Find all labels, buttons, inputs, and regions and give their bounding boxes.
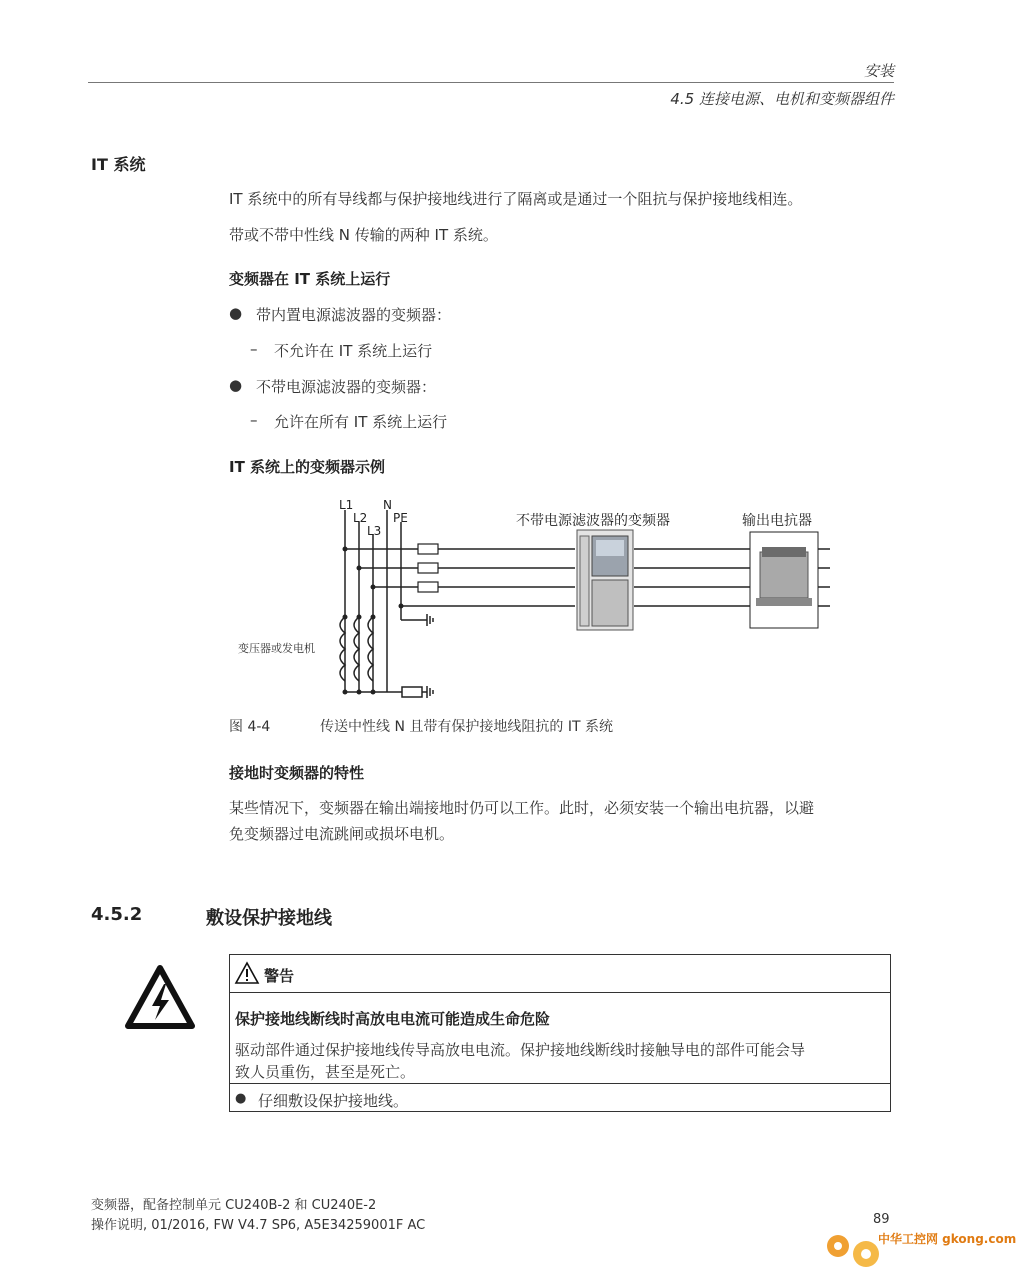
label-transformer: 变压器或发电机 <box>238 642 315 655</box>
header-section: 4.5 连接电源、电机和变频器组件 <box>670 90 894 108</box>
example-heading: IT 系统上的变频器示例 <box>229 458 386 476</box>
warning-header <box>230 955 890 993</box>
footer-line1: 变频器，配备控制单元 CU240B-2 和 CU240E-2 <box>91 1198 377 1213</box>
label-pe: PE <box>393 511 408 525</box>
dash-marker-1: – <box>250 340 258 358</box>
section-number: 4.5.2 <box>91 904 143 925</box>
warning-bullet-text: 仔细敷设保护接地线。 <box>258 1092 409 1110</box>
sub-text-1: 不允许在 IT 系统上运行 <box>274 342 433 360</box>
bullet-dot: ● <box>229 304 243 322</box>
warning-box <box>229 954 891 1112</box>
electric-shock-warning-icon <box>124 964 196 1032</box>
warning-divider <box>230 1083 890 1084</box>
bullet-text-2: 不带电源滤波器的变频器： <box>256 378 437 396</box>
header-rule <box>88 82 894 83</box>
it-system-diagram <box>230 492 850 707</box>
it-system-para2: 带或不带中性线 N 传输的两种 IT 系统。 <box>229 226 498 244</box>
label-l1: L1 <box>339 498 354 512</box>
grounding-para-line2: 免变频器过电流跳闸或损坏电机。 <box>229 825 455 843</box>
label-inverter: 不带电源滤波器的变频器 <box>516 513 670 529</box>
warning-bullet-dot: ● <box>235 1091 247 1106</box>
figure-caption: 传送中性线 N 且带有保护接地线阻抗的 IT 系统 <box>320 719 613 735</box>
warning-text-line1: 驱动部件通过保护接地线传导高放电电流。保护接地线断线时接触导电的部件可能会导 <box>235 1041 806 1059</box>
label-reactor: 输出电抗器 <box>742 513 812 529</box>
grounding-heading: 接地时变频器的特性 <box>229 764 365 782</box>
footer-line2: 操作说明, 01/2016, FW V4.7 SP6, A5E34259001F AC <box>91 1218 426 1233</box>
it-system-heading: IT 系统 <box>91 155 146 174</box>
bullet-item-1 <box>229 304 242 322</box>
figure-number: 图 4-4 <box>229 719 271 735</box>
bullet-text-1: 带内置电源滤波器的变频器： <box>256 306 452 324</box>
inverter-image <box>577 530 633 630</box>
header-chapter: 安装 <box>863 62 894 80</box>
label-n: N <box>383 498 392 512</box>
it-system-para1: IT 系统中的所有导线都与保护接地线进行了隔离或是通过一个阻抗与保护接地线相连。 <box>229 190 803 208</box>
warning-triangle-icon <box>234 961 260 985</box>
label-l2: L2 <box>353 511 368 525</box>
section-title: 敷设保护接地线 <box>206 908 332 929</box>
page-number: 89 <box>873 1212 890 1227</box>
warning-label: 警告 <box>264 967 295 985</box>
bullet-item-2 <box>229 376 242 394</box>
operation-heading: 变频器在 IT 系统上运行 <box>229 270 391 288</box>
gear-icon <box>822 1228 884 1270</box>
watermark-logo <box>822 1226 1016 1272</box>
sub-text-2: 允许在所有 IT 系统上运行 <box>274 413 448 431</box>
bullet-dot: ● <box>229 376 243 394</box>
warning-text-line2: 致人员重伤，甚至是死亡。 <box>235 1063 416 1081</box>
warning-title: 保护接地线断线时高放电电流可能造成生命危险 <box>235 1010 551 1028</box>
grounding-para-line1: 某些情况下，变频器在输出端接地时仍可以工作。此时，必须安装一个输出电抗器，以避 <box>229 799 815 817</box>
dash-marker-2: – <box>250 411 258 429</box>
watermark-text: 中华工控网 gkong.com <box>878 1232 1016 1246</box>
output-reactor-image <box>750 532 818 628</box>
label-l3: L3 <box>367 524 382 538</box>
